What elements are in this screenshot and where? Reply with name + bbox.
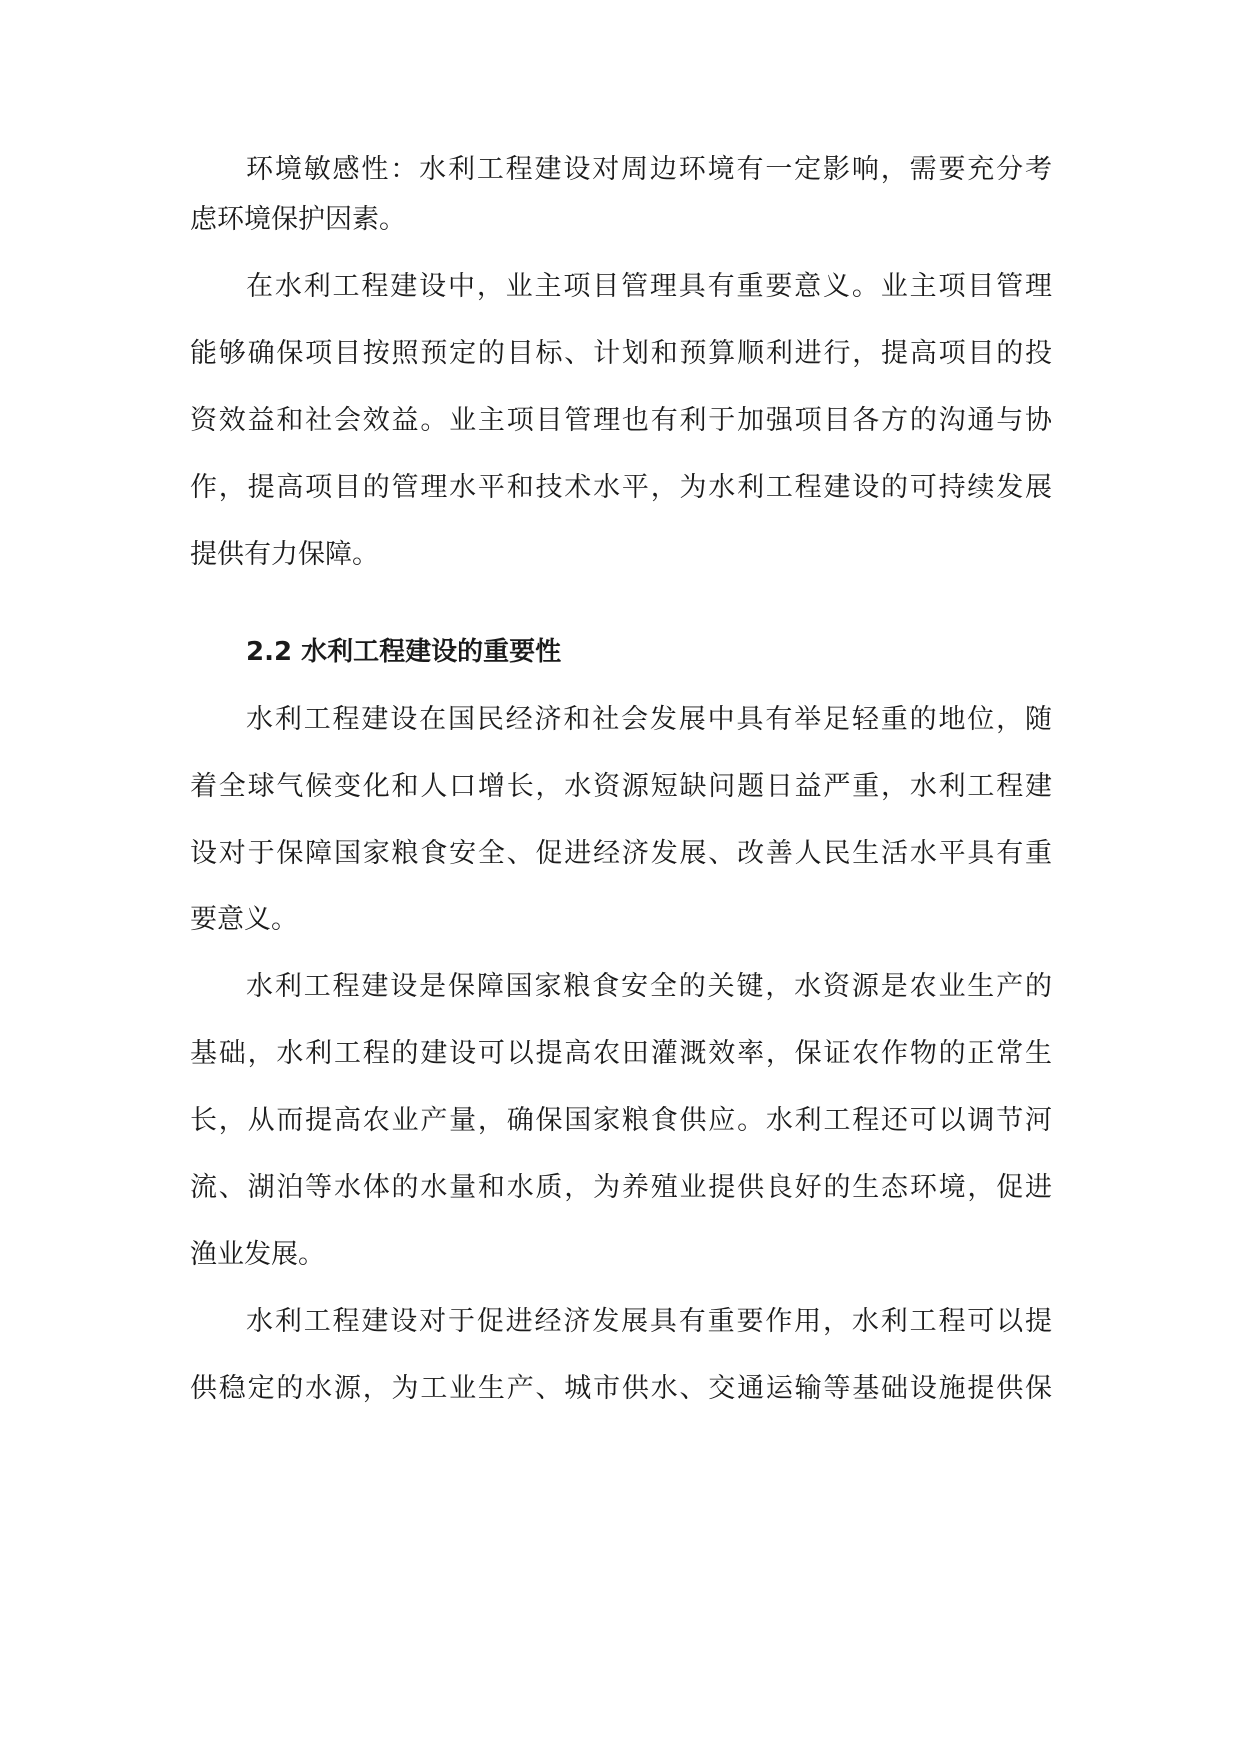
paragraph-1-line-2: 虑环境保护因素。: [190, 204, 406, 235]
paragraph-4-line-2: 基础，水利工程的建设可以提高农田灌溉效率，保证农作物的正常生: [190, 1038, 1052, 1069]
paragraph-3-line-2: 着全球气候变化和人口增长，水资源短缺问题日益严重，水利工程建: [190, 771, 1052, 802]
paragraph-3-line-3: 设对于保障国家粮食安全、促进经济发展、改善人民生活水平具有重: [190, 838, 1052, 869]
paragraph-2-line-5: 提供有力保障。: [190, 539, 379, 570]
paragraph-1-line-1: 环境敏感性：水利工程建设对周边环境有一定影响，需要充分考: [246, 154, 1052, 185]
paragraph-4-line-4: 流、湖泊等水体的水量和水质，为养殖业提供良好的生态环境，促进: [190, 1172, 1052, 1203]
paragraph-2-line-1: 在水利工程建设中，业主项目管理具有重要意义。业主项目管理: [246, 271, 1052, 302]
paragraph-4-line-1: 水利工程建设是保障国家粮食安全的关键，水资源是农业生产的: [246, 971, 1052, 1002]
paragraph-5-line-2: 供稳定的水源，为工业生产、城市供水、交通运输等基础设施提供保: [190, 1373, 1052, 1404]
paragraph-2-line-3: 资效益和社会效益。业主项目管理也有利于加强项目各方的沟通与协: [190, 405, 1052, 436]
paragraph-4-line-5: 渔业发展。: [190, 1239, 325, 1270]
section-heading: 2.2 水利工程建设的重要性: [246, 637, 562, 667]
paragraph-2-line-2: 能够确保项目按照预定的目标、计划和预算顺利进行，提高项目的投: [190, 338, 1052, 369]
paragraph-2-line-4: 作，提高项目的管理水平和技术水平，为水利工程建设的可持续发展: [190, 472, 1052, 503]
paragraph-3-line-1: 水利工程建设在国民经济和社会发展中具有举足轻重的地位，随: [246, 704, 1052, 735]
paragraph-4-line-3: 长，从而提高农业产量，确保国家粮食供应。水利工程还可以调节河: [190, 1105, 1052, 1136]
paragraph-5-line-1: 水利工程建设对于促进经济发展具有重要作用，水利工程可以提: [246, 1306, 1052, 1337]
paragraph-3-line-4: 要意义。: [190, 904, 298, 935]
